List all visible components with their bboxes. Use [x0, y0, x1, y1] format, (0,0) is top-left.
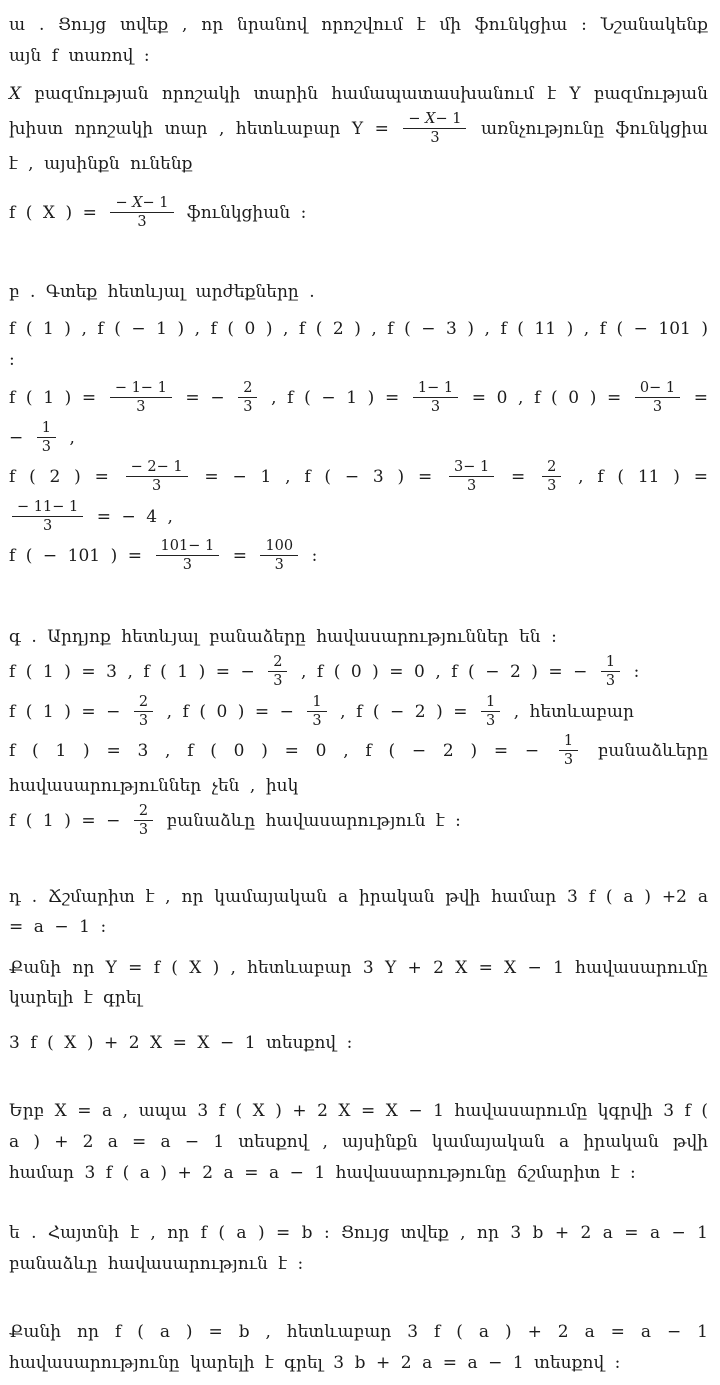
fraction	[307, 694, 326, 729]
fraction	[635, 380, 680, 415]
fraction-denominator: 3	[467, 478, 477, 495]
fraction-numerator: 101− 1	[156, 538, 220, 556]
fraction-numerator: − 11− 1	[12, 499, 83, 517]
formula-computations-2: f ( 2 ) = $\frac{- 2- 1}{3}$ = − 1 , f ( − 3 ) = $\frac{3- 1}{3}$ = $\frac{2}{3}$ , f ( 11 ) = $\frac{- 11- 1}{3}$ = − 4 ,	[9, 459, 708, 534]
fraction-denominator: 3	[563, 752, 574, 769]
section-c-title: գ . Արդյոք հետևյալ բանաձերը հավասարություններ են :	[9, 627, 557, 648]
fraction	[126, 459, 188, 494]
fraction-numerator: − X− 1	[110, 195, 173, 213]
fraction	[449, 459, 494, 494]
fraction	[134, 694, 153, 729]
para-a-explanation: X բազմության որոշակի տարին համապատասխանում է Y բազմության խիստ որոշակի տար , հետևաբար Y = $\frac{- X- 1}{3}$ առնչությունը ֆունկցիա է , այսինքն ունենք	[9, 84, 709, 175]
fraction	[110, 195, 173, 230]
para-equality: f ( 1 ) = − $\frac{2}{3}$ բանաձևը հավասարություն է :	[9, 803, 461, 839]
fraction-numerator: 1	[307, 694, 326, 712]
formula-claims: f ( 1 ) = 3 , f ( 1 ) = − $\frac{2}{3}$ , f ( 0 ) = 0 , f ( − 2 ) = − $\frac{1}{3}$ :	[9, 654, 640, 690]
fraction-numerator: − X− 1	[403, 111, 466, 129]
fraction-denominator: 3	[273, 673, 283, 690]
para-a-statement: ա . Ցույց տվեք , որ նրանով որոշվում է մի ֆունկցիա : Նշանակենք այն f տառով :	[9, 15, 708, 66]
para-d-reasoning-2: 3 f ( X ) + 2 X = X − 1 տեսքով :	[9, 1032, 353, 1053]
fraction-denominator: 3	[152, 478, 162, 495]
formula-computations-3: f ( − 101 ) = $\frac{101- 1}{3}$ = $\frac{100}{3}$ :	[9, 537, 318, 574]
fraction-denominator: 3	[430, 130, 440, 147]
para-d-conclusion: Երբ X = a , ապա 3 f ( X ) + 2 X = X − 1 հավասարումը կգրվի 3 f ( a ) + 2 a = a − 1 տեսքով , այսինքն կամայական a իրական թվի համար 3 f ( a ) + 2 a = a − 1 հավասարությունը ճշմարիտ է :	[9, 1101, 708, 1183]
fraction	[156, 538, 220, 573]
fraction-numerator: 1	[37, 420, 56, 438]
fraction-denominator: 3	[138, 712, 149, 729]
fraction-numerator: 2	[542, 459, 561, 477]
section-d-title: դ . Ճշմարիտ է , որ կամայական a իրական թվի համար 3 f ( a ) +2 a = a − 1 :	[9, 886, 708, 938]
fraction-denominator: 3	[136, 399, 146, 416]
fraction-denominator: 3	[312, 712, 322, 729]
fraction-denominator: 3	[547, 478, 557, 495]
section-e-title: ե . Հայտնի է , որ f ( a ) = b : Ցույց տվեք , որ 3 b + 2 a = a − 1 բանաձևը հավասարություն է :	[9, 1223, 708, 1274]
fraction-numerator: 100	[260, 538, 298, 556]
para-e-reasoning: Քանի որ f ( a ) = b , հետևաբար 3 f ( a ) + 2 a = a − 1 հավասարությունը կարելի է գրել 3 b + 2 a = a − 1 տեսքով :	[9, 1322, 708, 1374]
fraction	[134, 803, 153, 838]
fraction	[413, 380, 458, 415]
fraction	[542, 459, 561, 494]
fraction-denominator: 3	[41, 438, 51, 455]
fraction-denominator: 3	[485, 712, 496, 729]
formula-computations-1: f ( 1 ) = $\frac{- 1- 1}{3}$ = − $\frac{2}{3}$ , f ( − 1 ) = $\frac{1- 1}{3}$ = 0 , f ( 0 ) = $\frac{0- 1}{3}$ = − $\frac{1}{3}$ ,	[9, 380, 709, 455]
fraction-denominator: 3	[430, 399, 441, 416]
document-body	[0, 10, 720, 1385]
fraction-denominator: 3	[274, 557, 284, 574]
fraction-denominator: 3	[182, 557, 192, 574]
fraction-denominator: 3	[137, 214, 147, 231]
italic-variable: X	[9, 84, 22, 105]
fraction-numerator: − 2− 1	[126, 459, 188, 477]
para-not-equalities: f ( 1 ) = 3 , f ( 0 ) = 0 , f ( − 2 ) = − $\frac{1}{3}$ բանաձևերը հավասարություններ չեն , իսկ	[9, 732, 709, 797]
fraction-denominator: 3	[243, 399, 253, 416]
fraction-numerator: 0− 1	[635, 380, 680, 398]
para-d-reasoning-1: Քանի որ Y = f ( X ) , հետևաբար 3 Y + 2 X = X − 1 հավասարումը կարելի է գրել	[9, 957, 708, 1009]
formula-values-list: f ( 1 ) , f ( − 1 ) , f ( 0 ) , f ( 2 ) , f ( − 3 ) , f ( 11 ) , f ( − 101 ) :	[9, 318, 708, 370]
fraction	[12, 499, 83, 534]
fraction-numerator: 2	[268, 654, 287, 672]
fraction-numerator: 2	[238, 380, 257, 398]
fraction	[481, 694, 500, 729]
fraction	[238, 380, 257, 415]
fraction-numerator: 2	[134, 803, 153, 821]
fraction	[268, 654, 287, 689]
fraction-numerator: 1	[559, 733, 578, 751]
italic-variable: X	[132, 194, 143, 211]
fraction-denominator: 3	[138, 822, 149, 839]
fraction	[403, 111, 466, 146]
fraction-numerator: 2	[134, 694, 153, 712]
fraction-numerator: 1	[481, 694, 500, 712]
fraction-numerator: 3− 1	[449, 459, 494, 477]
formula-actual-values: f ( 1 ) = − $\frac{2}{3}$ , f ( 0 ) = − $\frac{1}{3}$ , f ( − 2 ) = $\frac{1}{3}$ , հետևաբար	[9, 693, 634, 729]
fraction-numerator: − 1− 1	[110, 380, 172, 398]
fraction	[601, 654, 620, 689]
italic-variable: X	[425, 110, 436, 127]
fraction-denominator: 3	[652, 399, 663, 416]
fraction-numerator: 1	[601, 654, 620, 672]
formula-function-def: f ( X ) = $\frac{- X- 1}{3}$ ֆունկցիան :	[9, 194, 307, 231]
fraction-denominator: 3	[605, 673, 616, 690]
fraction	[37, 420, 56, 455]
section-b-title: բ . Գտեք հետևյալ արժեքները .	[9, 282, 315, 303]
fraction-numerator: 1− 1	[413, 380, 458, 398]
fraction-denominator: 3	[42, 517, 53, 534]
fraction	[559, 733, 578, 768]
fraction	[110, 380, 172, 415]
fraction	[260, 538, 298, 573]
